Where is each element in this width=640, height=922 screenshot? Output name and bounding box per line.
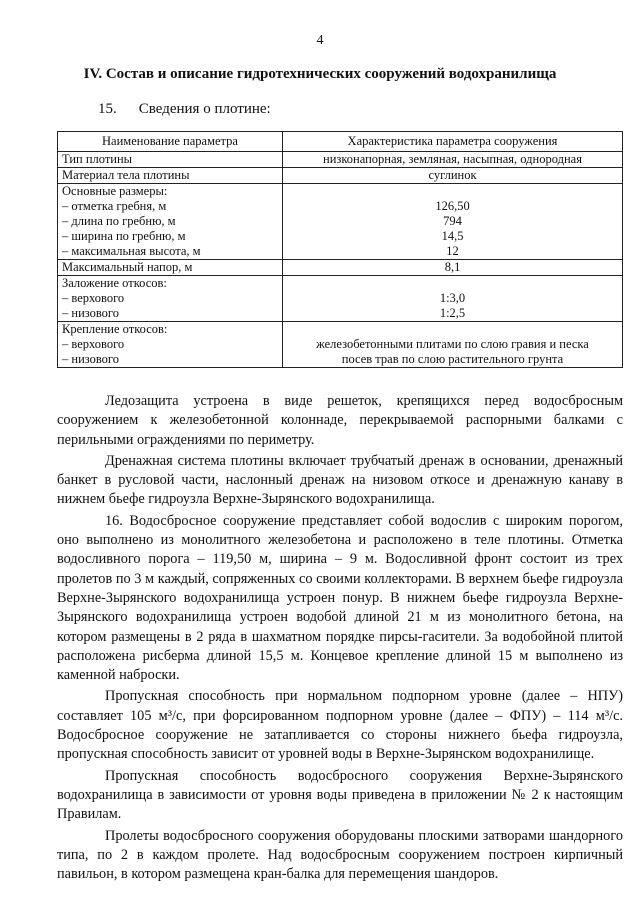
parameter-value-line: посев трав по слою растительного грунта <box>341 352 564 366</box>
paragraph: Ледозащита устроена в виде решеток, крепящихся перед водосбросным сооружением к железобетонной колоннаде, перекрываемой распорными балками с перильными ограждениями по периметру. <box>57 393 623 448</box>
parameter-name-line: – максимальная высота, м <box>62 244 201 258</box>
parameter-value-cell <box>283 152 623 168</box>
parameter-value-line: суглинок <box>428 168 477 182</box>
parameter-value-line: 126,50 <box>435 199 470 213</box>
table-row <box>58 260 623 276</box>
parameter-name-line: – низового <box>62 352 120 366</box>
parameter-name-line: Материал тела плотины <box>62 168 190 182</box>
table-row <box>58 168 623 184</box>
parameter-name-cell <box>58 260 283 276</box>
paragraph: Дренажная система плотины включает трубчатый дренаж в основании, дренажный банкет в русловой части, наслонный дренаж на низовом откосе и дренажную канаву в нижнем бьефе гидроузла Верхне-Зырянского водохранилища. <box>57 452 623 508</box>
paragraph: Пролеты водосбросного сооружения оборудованы плоскими затворами шандорного типа, по 2 в каждом пролете. Над водосбросным сооружением построен кирпичный павильон, в котором размещена кран-балка для перемещения шандоров. <box>57 827 623 883</box>
table-row <box>58 322 623 368</box>
parameter-value-line: низконапорная, земляная, насыпная, однородная <box>323 152 582 166</box>
subsection-title: Сведения о плотине: <box>138 101 271 117</box>
parameter-value-line <box>287 184 618 199</box>
parameter-value-line <box>287 322 618 337</box>
table-header-cell: Наименование параметра <box>58 132 283 152</box>
subsection-heading <box>98 101 271 118</box>
paragraph: Пропускная способность водосбросного сооружения Верхне-Зырянского водохранилища в зависимости от уровня воды приведена в приложении № 2 к настоящим Правилам. <box>57 767 623 823</box>
parameter-value-line: 1:2,5 <box>439 306 466 320</box>
parameter-name-line: – ширина по гребню, м <box>62 229 186 243</box>
parameter-value-cell <box>283 168 623 184</box>
parameter-value-cell <box>283 184 623 260</box>
parameter-value-line: 1:3,0 <box>439 291 466 305</box>
dam-parameters-table <box>57 131 623 368</box>
parameter-name-cell <box>58 184 283 260</box>
parameter-value-line: 8,1 <box>444 260 461 274</box>
parameter-name-cell <box>58 168 283 184</box>
parameter-name-cell <box>58 152 283 168</box>
table-header-row <box>58 132 623 152</box>
parameter-name-line: Тип плотины <box>62 152 133 166</box>
paragraph: 16. Водосбросное сооружение представляет собой водослив с широким порогом, оно выполнено из монолитного железобетона и расположено в теле плотины. Отметка водосливного порога – 119,50 м, ширина – 9 м. Водосливной фронт состоит из трех пролетов по 3 м каждый, сопряженных со своими коллекторами. В верхнем бьефе гидроузла Верхне-Зырянского водохранилища устроен понур. В нижнем бьефе гидроузла Верхне-Зырянского водохранилища устроен водобой длиной 21 м из монолитного бетона, на котором размещены в 2 ряда в шахматном порядке пирсы-гасители. За водобойной плитой расположена рисберма длиной 15,5 м. Концевое крепление длиной 15 м выполнено из каменной наброски. <box>57 512 623 684</box>
parameter-value-cell <box>283 276 623 322</box>
parameter-name-cell <box>58 322 283 368</box>
parameter-name-line: Крепление откосов: <box>62 322 168 336</box>
parameter-value-line: 12 <box>446 244 459 258</box>
parameter-name-line: – верхового <box>62 337 125 351</box>
parameter-name-line: – отметка гребня, м <box>62 199 167 213</box>
parameter-value-cell <box>283 322 623 368</box>
table-header-cell: Характеристика параметра сооружения <box>283 132 623 152</box>
section-title: IV. Состав и описание гидротехнических сооружений водохранилища <box>83 66 557 82</box>
parameter-value-line: железобетонными плитами по слою гравия и песка <box>316 337 589 351</box>
parameter-value-line: 14,5 <box>441 229 464 243</box>
paragraph: Пропускная способность при нормальном подпорном уровне (далее – НПУ) составляет 105 м³/с, при форсированном подпорном уровне (далее – ФПУ) – 114 м³/с. Водосбросное сооружение не затапливается со стороны нижнего бьефа гидроузла, пропускная способность зависит от уровней воды в Верхне-Зырянском водохранилище. <box>57 688 623 763</box>
table-row <box>58 184 623 260</box>
parameter-name-line: Основные размеры: <box>62 184 168 198</box>
table-row <box>58 152 623 168</box>
parameter-name-line: Заложение откосов: <box>62 276 167 290</box>
parameter-name-line: – низового <box>62 306 120 320</box>
parameter-name-line: – длина по гребню, м <box>62 214 176 228</box>
page-number: 4 <box>316 33 324 48</box>
parameter-name-line: Максимальный напор, м <box>62 260 193 274</box>
parameter-name-line: – верхового <box>62 291 125 305</box>
table-body <box>58 152 623 368</box>
parameter-value-line <box>287 276 618 291</box>
subsection-number: 15. <box>98 101 117 117</box>
parameter-value-line: 794 <box>443 214 462 228</box>
table-row <box>58 276 623 322</box>
parameter-name-cell <box>58 276 283 322</box>
body-text <box>57 392 623 886</box>
parameter-value-cell <box>283 260 623 276</box>
